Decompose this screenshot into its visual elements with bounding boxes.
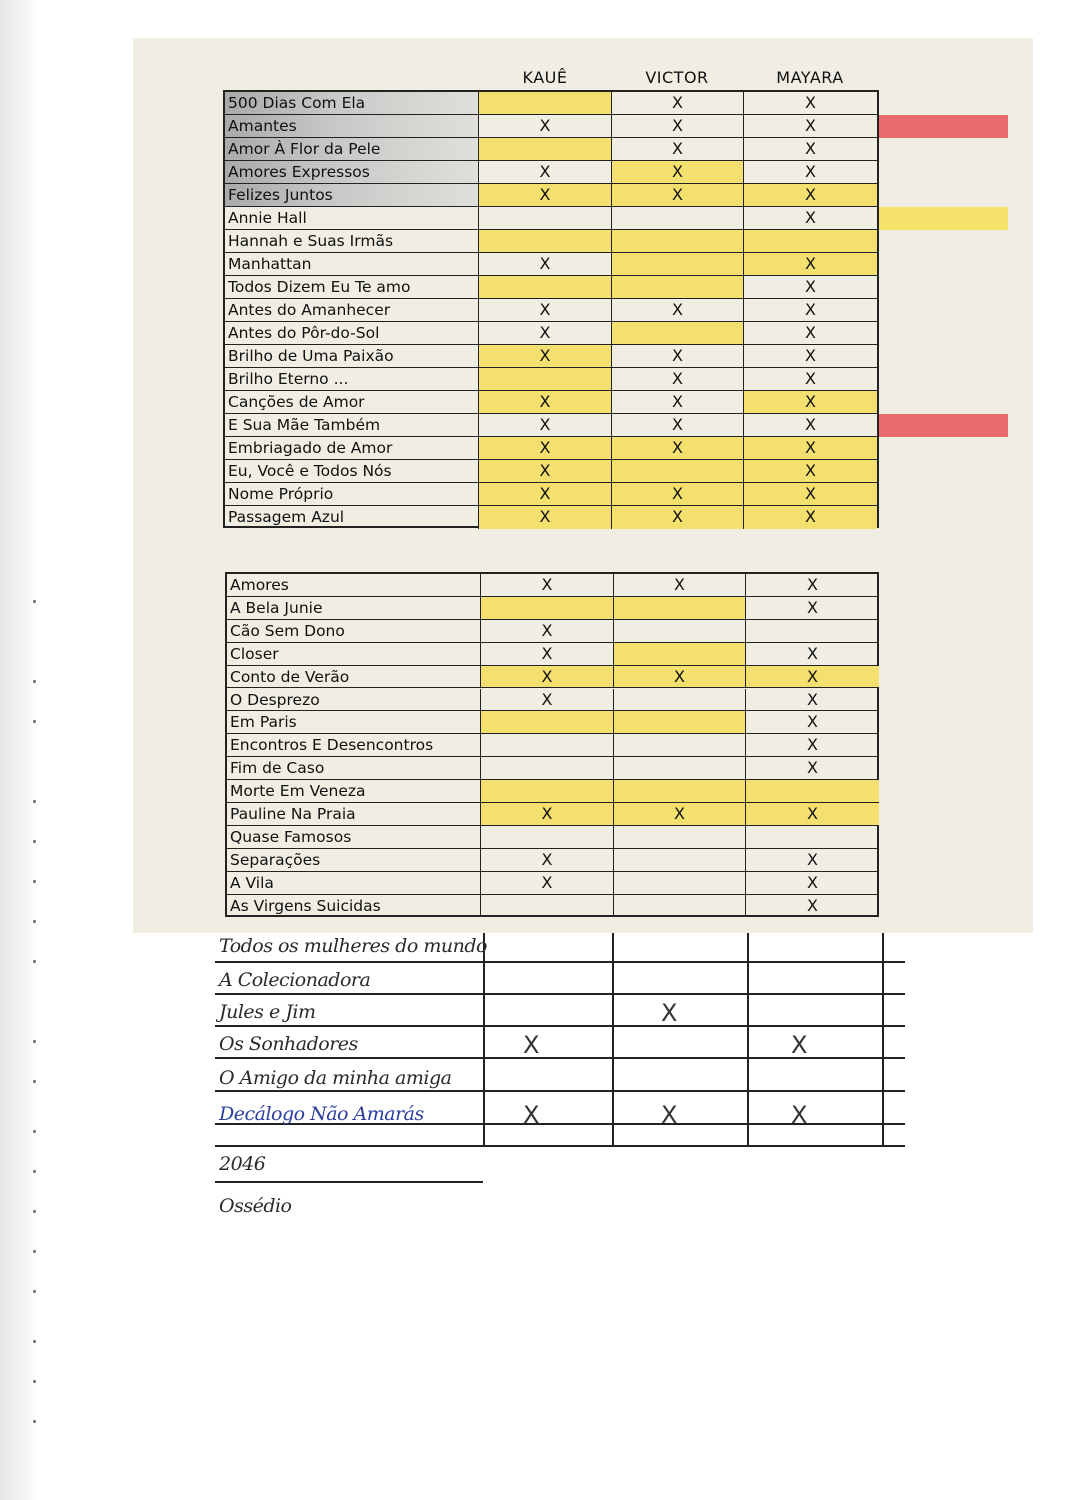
table-row bbox=[227, 757, 877, 780]
mark-victor: X bbox=[612, 184, 744, 206]
handwritten-mark-victor: X bbox=[661, 1101, 678, 1129]
movie-title: As Virgens Suicidas bbox=[227, 895, 481, 918]
movie-table-1 bbox=[223, 90, 879, 528]
mark-victor bbox=[614, 780, 746, 802]
scan-edge-shadow bbox=[0, 0, 40, 1500]
column-header-mayara: MAYARA bbox=[776, 68, 844, 87]
movie-title: Amantes bbox=[225, 115, 479, 137]
table-row bbox=[225, 437, 877, 460]
scan-dot bbox=[33, 1210, 36, 1213]
mark-mayara: X bbox=[807, 872, 818, 892]
table-row bbox=[227, 803, 877, 826]
mark-kaue: X bbox=[481, 643, 614, 665]
table-row bbox=[225, 299, 877, 322]
scan-dot bbox=[33, 600, 36, 603]
mark-mayara: X bbox=[744, 506, 877, 529]
mark-mayara: X bbox=[805, 208, 816, 227]
handwritten-mark-mayara: X bbox=[791, 1031, 808, 1059]
handwritten-table bbox=[215, 933, 915, 1233]
mark-mayara: X bbox=[744, 253, 877, 275]
table-row bbox=[225, 92, 877, 115]
movie-title: Antes do Amanhecer bbox=[225, 299, 479, 321]
mark-victor bbox=[614, 711, 746, 733]
scan-dot bbox=[33, 1080, 36, 1083]
mark-kaue: X bbox=[481, 620, 614, 642]
movie-title: Hannah e Suas Irmãs bbox=[225, 230, 479, 252]
movie-title: E Sua Mãe Também bbox=[225, 414, 479, 436]
movie-title: Closer bbox=[227, 643, 481, 665]
ruled-line bbox=[215, 993, 905, 995]
handwritten-title: Ossédio bbox=[219, 1195, 292, 1217]
column-line bbox=[483, 933, 485, 1145]
movie-title: Eu, Você e Todos Nós bbox=[225, 460, 479, 482]
mark-kaue: X bbox=[479, 460, 612, 482]
table-row bbox=[225, 506, 877, 529]
ruled-line bbox=[215, 1025, 905, 1027]
scan-dot bbox=[33, 960, 36, 963]
red-highlight bbox=[877, 414, 1008, 437]
mark-kaue: X bbox=[479, 322, 612, 344]
mark-kaue: X bbox=[481, 666, 614, 688]
column-line bbox=[747, 933, 749, 1145]
mark-victor bbox=[614, 826, 746, 848]
mark-mayara: X bbox=[805, 323, 816, 342]
ruled-line bbox=[215, 1145, 905, 1147]
mark-victor bbox=[614, 757, 746, 779]
scan-dot bbox=[33, 1130, 36, 1133]
ruled-line bbox=[215, 1090, 905, 1092]
handwritten-title: Todos os mulheres do mundo bbox=[219, 935, 487, 957]
scan-dot bbox=[33, 1040, 36, 1043]
mark-mayara bbox=[746, 826, 879, 848]
table-row bbox=[227, 689, 877, 712]
mark-mayara: X bbox=[744, 184, 877, 206]
scan-dot bbox=[33, 840, 36, 843]
mark-kaue bbox=[479, 276, 612, 298]
mark-victor: X bbox=[614, 803, 746, 825]
mark-kaue bbox=[481, 711, 614, 733]
mark-kaue bbox=[479, 207, 612, 229]
movie-title: O Desprezo bbox=[227, 689, 481, 711]
movie-title: Amores bbox=[227, 574, 481, 596]
mark-victor: X bbox=[612, 138, 744, 160]
movie-title: Fim de Caso bbox=[227, 757, 481, 779]
mark-victor bbox=[612, 207, 744, 229]
mark-mayara: X bbox=[744, 391, 877, 413]
table-row bbox=[225, 115, 877, 138]
movie-title: Em Paris bbox=[227, 711, 481, 733]
movie-title: Nome Próprio bbox=[225, 483, 479, 505]
mark-kaue: X bbox=[479, 253, 612, 275]
movie-title: Todos Dizem Eu Te amo bbox=[225, 276, 479, 298]
scan-dot bbox=[33, 720, 36, 723]
column-line bbox=[882, 933, 884, 1145]
mark-victor: X bbox=[612, 437, 744, 459]
mark-victor: X bbox=[614, 574, 746, 596]
movie-title: Conto de Verão bbox=[227, 666, 481, 688]
mark-victor: X bbox=[612, 92, 744, 114]
handwritten-mark-kaue: X bbox=[523, 1101, 540, 1129]
table-row bbox=[227, 780, 877, 803]
handwritten-mark-mayara: X bbox=[791, 1101, 808, 1129]
mark-victor bbox=[612, 253, 744, 275]
mark-victor: X bbox=[612, 115, 744, 137]
table-row bbox=[225, 161, 877, 184]
movie-title: Encontros E Desencontros bbox=[227, 734, 481, 756]
mark-kaue bbox=[479, 92, 612, 114]
table-row bbox=[227, 734, 877, 757]
table-row bbox=[225, 460, 877, 483]
scan-dot bbox=[33, 880, 36, 883]
column-header-kaue: KAUÊ bbox=[522, 68, 568, 87]
mark-victor bbox=[612, 322, 744, 344]
scan-dot bbox=[33, 680, 36, 683]
mark-victor: X bbox=[614, 666, 746, 688]
table-row bbox=[227, 666, 877, 689]
table-row bbox=[225, 414, 877, 437]
table-row bbox=[227, 826, 877, 849]
handwritten-title: Os Sonhadores bbox=[219, 1033, 358, 1055]
handwritten-title: 2046 bbox=[219, 1153, 266, 1175]
mark-victor bbox=[614, 849, 746, 871]
mark-victor: X bbox=[612, 391, 744, 413]
mark-victor: X bbox=[612, 368, 744, 390]
mark-kaue bbox=[481, 780, 614, 802]
mark-mayara: X bbox=[807, 735, 818, 755]
scan-dot bbox=[33, 1250, 36, 1253]
mark-victor bbox=[614, 895, 746, 918]
handwritten-mark-victor: X bbox=[661, 999, 678, 1027]
mark-victor: X bbox=[612, 506, 744, 529]
red-highlight bbox=[877, 115, 1008, 138]
handwritten-title: O Amigo da minha amiga bbox=[219, 1067, 452, 1089]
mark-mayara: X bbox=[744, 460, 877, 482]
movie-title: Brilho de Uma Paixão bbox=[225, 345, 479, 367]
mark-victor bbox=[614, 597, 746, 619]
table-row bbox=[227, 643, 877, 666]
movie-title: 500 Dias Com Ela bbox=[225, 92, 479, 114]
mark-mayara: X bbox=[744, 483, 877, 505]
scan-dot bbox=[33, 800, 36, 803]
handwritten-mark-kaue: X bbox=[523, 1031, 540, 1059]
mark-kaue: X bbox=[479, 483, 612, 505]
mark-kaue: X bbox=[479, 437, 612, 459]
scan-dot bbox=[33, 1380, 36, 1383]
mark-kaue: X bbox=[479, 299, 612, 321]
movie-title: A Vila bbox=[227, 872, 481, 894]
mark-kaue bbox=[479, 368, 612, 390]
table-row bbox=[225, 483, 877, 506]
mark-victor bbox=[612, 460, 744, 482]
mark-mayara: X bbox=[805, 277, 816, 296]
scan-dot bbox=[33, 1290, 36, 1293]
mark-kaue bbox=[479, 230, 612, 252]
mark-mayara: X bbox=[746, 803, 879, 825]
scan-dot bbox=[33, 920, 36, 923]
table-row bbox=[225, 368, 877, 391]
table-row bbox=[225, 207, 877, 230]
mark-mayara: X bbox=[807, 575, 818, 594]
table-row bbox=[227, 597, 877, 620]
mark-mayara: X bbox=[746, 666, 879, 688]
mark-mayara: X bbox=[805, 93, 816, 112]
mark-mayara: X bbox=[805, 346, 816, 365]
mark-mayara bbox=[746, 620, 879, 642]
movie-title: Brilho Eterno ... bbox=[225, 368, 479, 390]
movie-title: Morte Em Veneza bbox=[227, 780, 481, 802]
mark-mayara: X bbox=[805, 116, 816, 135]
mark-kaue: X bbox=[479, 115, 612, 137]
mark-mayara: X bbox=[807, 895, 818, 915]
table-row bbox=[227, 872, 877, 895]
table-row bbox=[225, 391, 877, 414]
table-row bbox=[225, 276, 877, 299]
mark-kaue: X bbox=[479, 184, 612, 206]
movie-title: Amores Expressos bbox=[225, 161, 479, 183]
handwritten-title: A Colecionadora bbox=[219, 969, 371, 991]
movie-title: Passagem Azul bbox=[225, 506, 479, 529]
mark-victor: X bbox=[612, 414, 744, 436]
mark-mayara: X bbox=[807, 597, 818, 617]
mark-mayara: X bbox=[807, 849, 818, 869]
mark-kaue bbox=[481, 826, 614, 848]
mark-victor bbox=[612, 230, 744, 252]
column-line bbox=[612, 933, 614, 1145]
movie-title: Quase Famosos bbox=[227, 826, 481, 848]
ruled-line bbox=[215, 961, 905, 963]
movie-title: A Bela Junie bbox=[227, 597, 481, 619]
table-row bbox=[227, 574, 877, 597]
mark-kaue bbox=[481, 597, 614, 619]
table-row bbox=[225, 253, 877, 276]
mark-victor: X bbox=[612, 483, 744, 505]
mark-victor bbox=[614, 734, 746, 756]
mark-mayara: X bbox=[807, 712, 818, 732]
table-row bbox=[227, 711, 877, 734]
table-row bbox=[227, 895, 877, 918]
mark-kaue bbox=[481, 895, 614, 918]
movie-title: Embriagado de Amor bbox=[225, 437, 479, 459]
movie-title: Amor À Flor da Pele bbox=[225, 138, 479, 160]
mark-mayara: X bbox=[805, 369, 816, 388]
ruled-line bbox=[215, 1181, 483, 1183]
mark-victor: X bbox=[612, 345, 744, 367]
movie-title: Cão Sem Dono bbox=[227, 620, 481, 642]
mark-kaue: X bbox=[481, 689, 614, 711]
movie-title: Canções de Amor bbox=[225, 391, 479, 413]
table-row bbox=[227, 849, 877, 872]
movie-title: Antes do Pôr-do-Sol bbox=[225, 322, 479, 344]
mark-kaue: X bbox=[481, 803, 614, 825]
mark-mayara: X bbox=[807, 758, 818, 778]
mark-kaue bbox=[481, 757, 614, 779]
mark-kaue: X bbox=[479, 414, 612, 436]
mark-victor bbox=[614, 872, 746, 894]
mark-kaue: X bbox=[479, 345, 612, 367]
column-header-victor: VICTOR bbox=[645, 68, 709, 87]
mark-kaue: X bbox=[481, 849, 614, 871]
mark-kaue: X bbox=[481, 872, 614, 894]
movie-title: Separações bbox=[227, 849, 481, 871]
table-row bbox=[225, 138, 877, 161]
mark-mayara: X bbox=[805, 415, 816, 434]
mark-victor bbox=[614, 689, 746, 711]
scan-dot bbox=[33, 1340, 36, 1343]
handwritten-title: Jules e Jim bbox=[219, 1001, 316, 1023]
mark-kaue: X bbox=[481, 574, 614, 596]
mark-victor: X bbox=[612, 161, 744, 183]
table-row bbox=[225, 230, 877, 253]
mark-mayara bbox=[746, 780, 879, 802]
mark-victor bbox=[614, 643, 746, 665]
mark-victor bbox=[614, 620, 746, 642]
mark-mayara bbox=[744, 230, 877, 252]
table-row bbox=[225, 184, 877, 207]
yellow-highlight bbox=[877, 207, 1008, 230]
mark-kaue bbox=[479, 138, 612, 160]
mark-victor bbox=[612, 276, 744, 298]
mark-kaue: X bbox=[479, 391, 612, 413]
mark-victor: X bbox=[612, 299, 744, 321]
mark-kaue: X bbox=[479, 161, 612, 183]
mark-mayara: X bbox=[807, 689, 818, 709]
mark-mayara: X bbox=[805, 300, 816, 319]
movie-title: Annie Hall bbox=[225, 207, 479, 229]
scan-dot bbox=[33, 1170, 36, 1173]
table-row bbox=[225, 322, 877, 345]
movie-title: Pauline Na Praia bbox=[227, 803, 481, 825]
table-row bbox=[227, 620, 877, 643]
movie-title: Felizes Juntos bbox=[225, 184, 479, 206]
movie-table-2 bbox=[225, 572, 879, 917]
scan-dot bbox=[33, 1420, 36, 1423]
mark-kaue bbox=[481, 734, 614, 756]
mark-mayara: X bbox=[805, 162, 816, 181]
mark-mayara: X bbox=[805, 139, 816, 158]
mark-mayara: X bbox=[744, 437, 877, 459]
movie-title: Manhattan bbox=[225, 253, 479, 275]
table-row bbox=[225, 345, 877, 368]
mark-mayara: X bbox=[807, 643, 818, 663]
mark-kaue: X bbox=[479, 506, 612, 529]
handwritten-title: Decálogo Não Amarás bbox=[219, 1103, 424, 1125]
